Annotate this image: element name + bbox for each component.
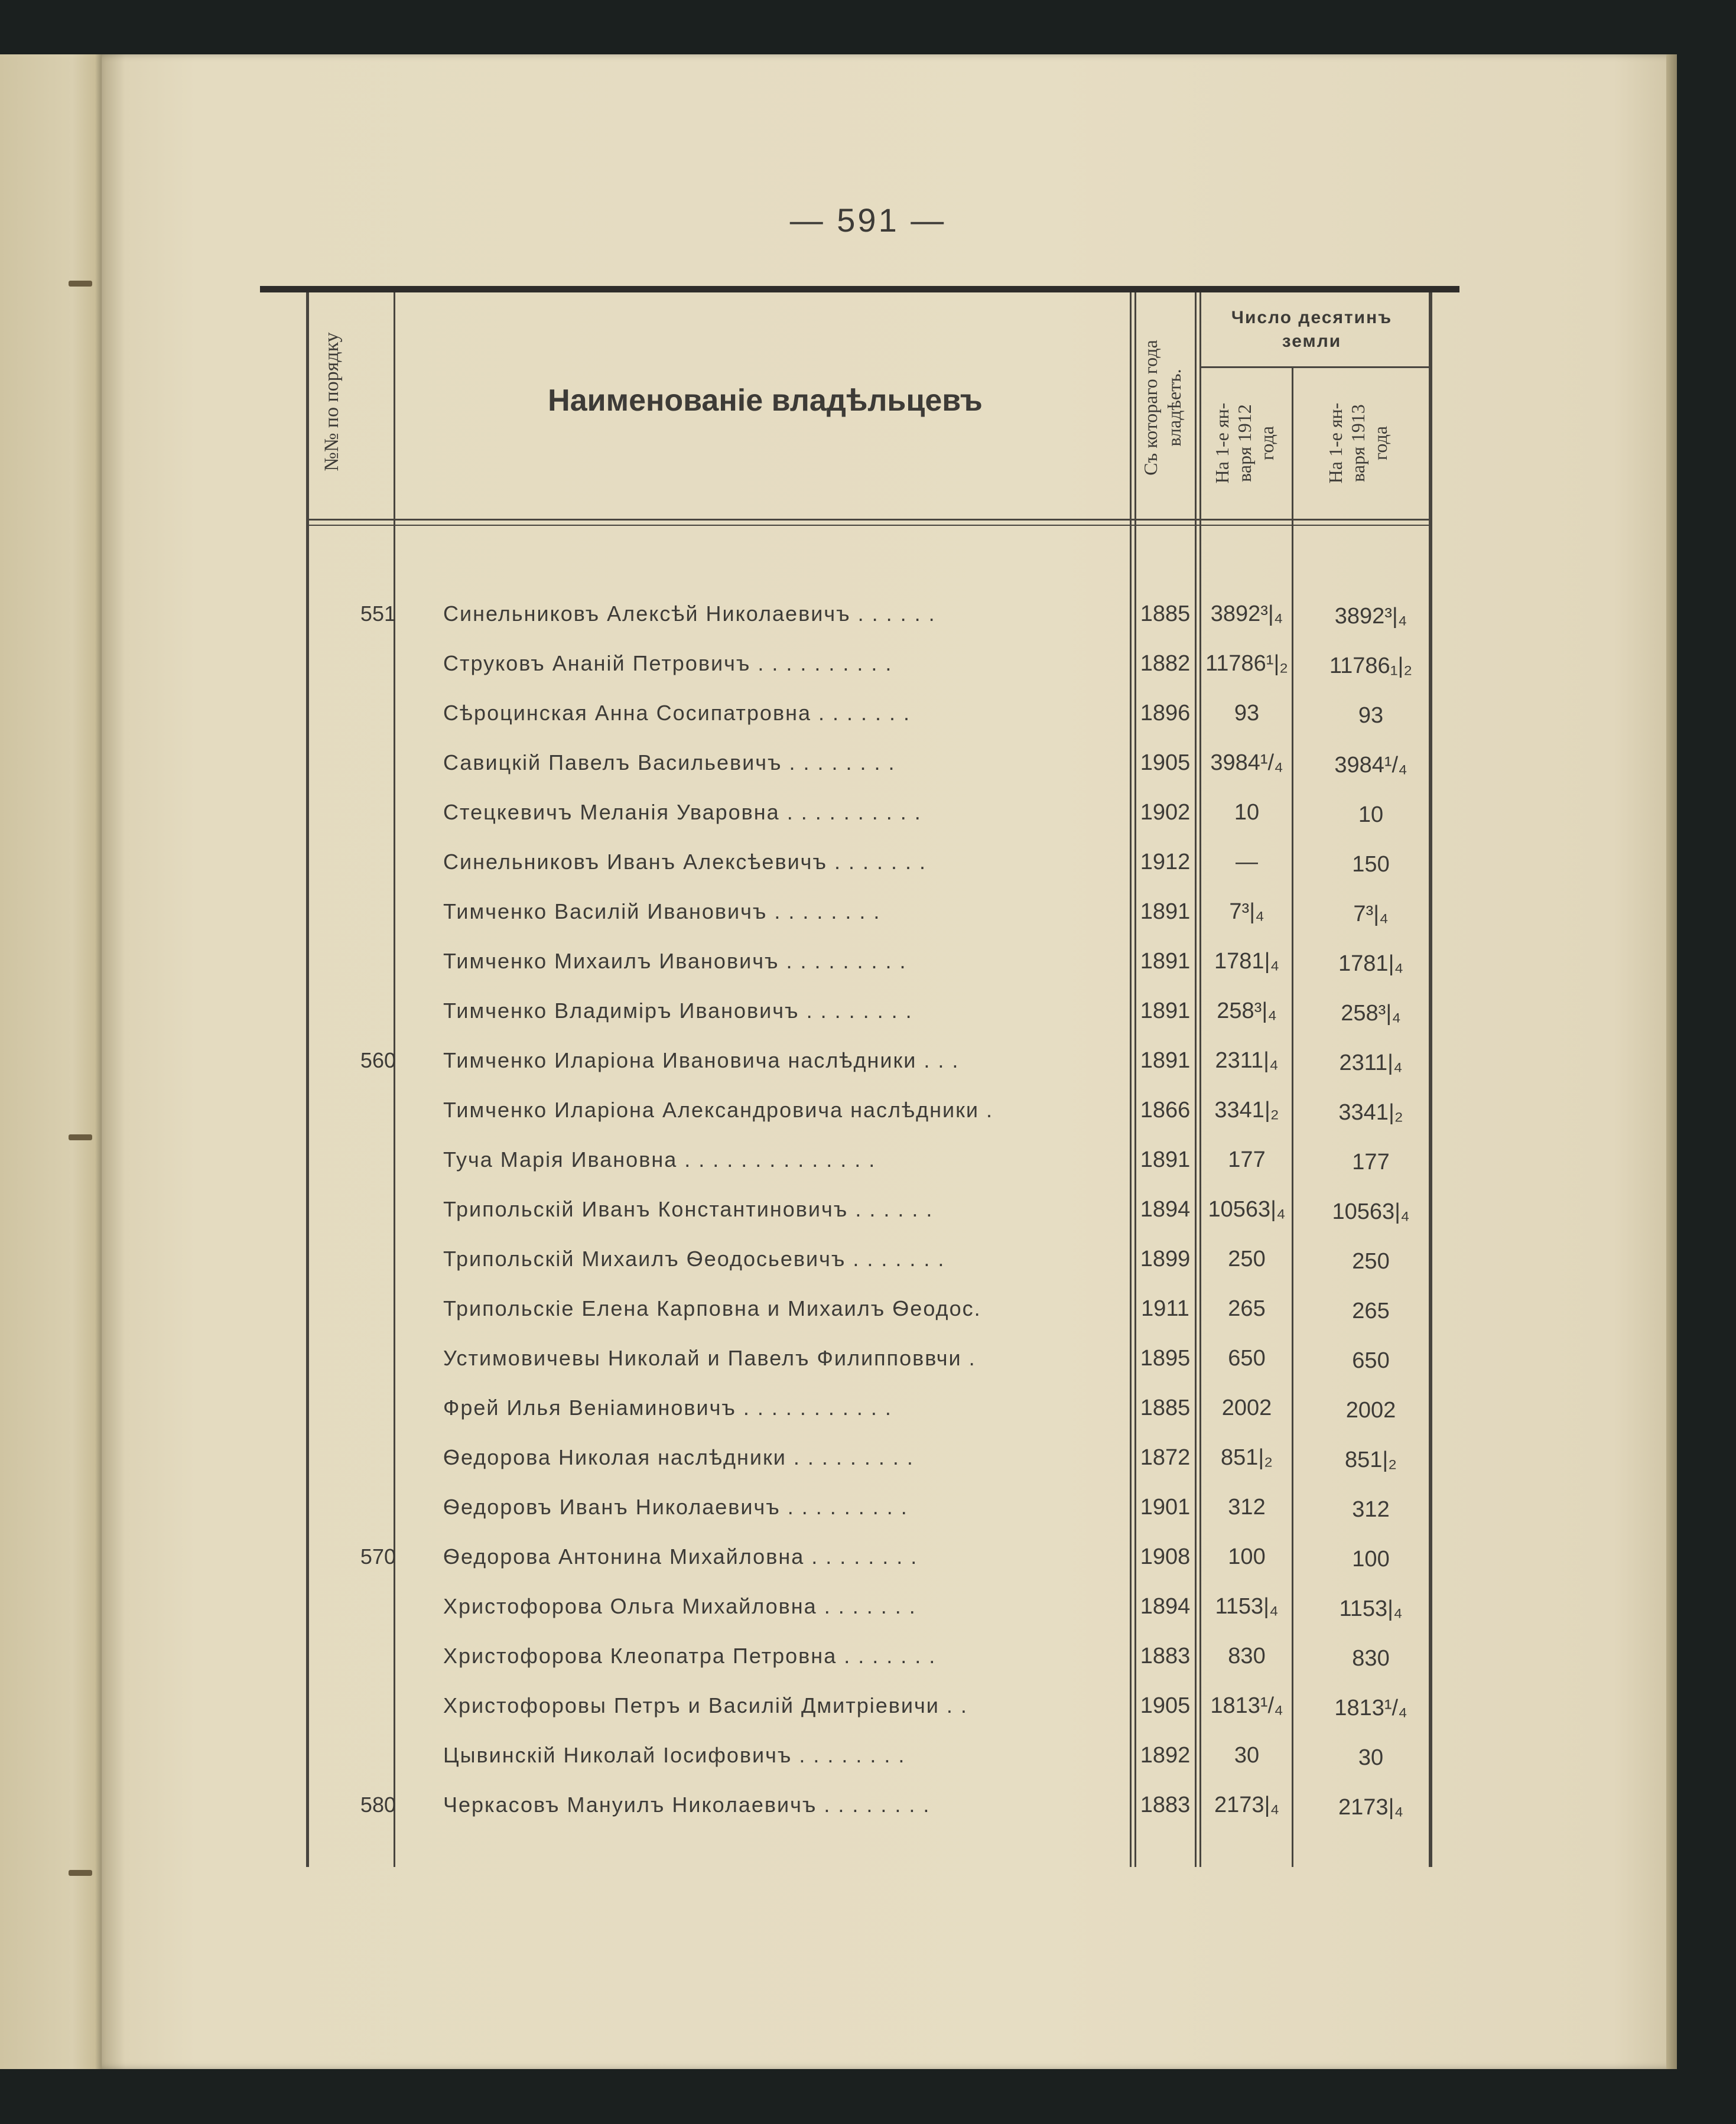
- table-row: [0, 1683, 1736, 1732]
- land-1912: 2173|₄: [1214, 1793, 1279, 1817]
- owned-since-year: 1896: [1140, 701, 1191, 726]
- owner-name: [443, 1147, 1123, 1172]
- owned-since-year: 1891: [1140, 998, 1191, 1023]
- land-1913: 2311|₄: [1339, 1050, 1403, 1075]
- owner-name: [443, 899, 1123, 924]
- table-row: [0, 1385, 1736, 1435]
- leader-dots: .......: [853, 1247, 952, 1271]
- table-row: [0, 1137, 1736, 1186]
- owned-since-year: 1883: [1140, 1793, 1191, 1817]
- land-1913: 177: [1352, 1150, 1390, 1175]
- table-row: [0, 889, 1736, 938]
- owner-name-text: Трипольскій Иванъ Константиновичъ: [443, 1197, 849, 1221]
- leader-dots: .: [986, 1098, 1000, 1122]
- owner-name: [443, 1644, 1123, 1668]
- owner-name-text: Синельниковъ Иванъ Алексѣевичъ: [443, 850, 827, 874]
- leader-dots: ........: [824, 1793, 938, 1817]
- owner-name-text: Сѣроцинская Анна Сосипатровна: [443, 701, 811, 725]
- table-row: [0, 988, 1736, 1037]
- owner-name: [443, 1197, 1123, 1222]
- owner-name: [443, 1346, 1123, 1371]
- owned-since-year: 1885: [1140, 601, 1191, 626]
- owned-since-year: 1899: [1140, 1247, 1191, 1271]
- header-1912-line1: На 1-е ян-: [1211, 402, 1233, 484]
- binding-staple: [69, 281, 92, 287]
- land-1913: 150: [1352, 852, 1390, 877]
- owner-name: [443, 998, 1123, 1023]
- leader-dots: ........: [811, 1544, 925, 1569]
- table-row: [0, 591, 1736, 640]
- page-number: — 591 —: [789, 201, 947, 239]
- land-1913: 3341|₂: [1338, 1100, 1403, 1125]
- land-1912: 851|₂: [1220, 1445, 1273, 1470]
- land-1912: 10563|₄: [1208, 1197, 1286, 1222]
- header-1912-line3: года: [1256, 426, 1277, 460]
- header-land-1912: [1204, 369, 1285, 518]
- land-1912: 312: [1228, 1495, 1266, 1520]
- land-1913: 10563|₄: [1332, 1199, 1410, 1224]
- table-row: [0, 789, 1736, 839]
- owner-name: [443, 949, 1123, 974]
- land-1912: 3341|₂: [1214, 1098, 1279, 1123]
- land-1913: 250: [1352, 1249, 1390, 1274]
- leader-dots: ...: [924, 1048, 967, 1072]
- owner-name: [443, 701, 1123, 726]
- owned-since-year: 1891: [1140, 949, 1191, 974]
- owned-since-year: 1872: [1140, 1445, 1191, 1470]
- land-1912: 265: [1228, 1296, 1266, 1321]
- owned-since-year: 1892: [1140, 1743, 1191, 1768]
- leader-dots: .........: [787, 1495, 915, 1519]
- owner-name-text: Стецкевичъ Меланія Уваровна: [443, 800, 780, 824]
- land-1912: 3984¹/₄: [1210, 750, 1283, 775]
- owned-since-year: 1891: [1140, 1048, 1191, 1073]
- row-number: 570: [360, 1544, 396, 1569]
- land-1913: 30: [1358, 1745, 1384, 1770]
- header-year-column: [1133, 304, 1191, 512]
- land-1913: 265: [1352, 1299, 1390, 1323]
- owner-name: [443, 1247, 1123, 1271]
- row-number: 560: [360, 1048, 396, 1072]
- leader-dots: .........: [793, 1445, 921, 1469]
- owned-since-year: 1866: [1140, 1098, 1191, 1123]
- land-1912: 250: [1228, 1247, 1266, 1271]
- header-number-column: №№ по порядку: [321, 332, 343, 471]
- leader-dots: .........: [786, 949, 914, 973]
- table-row: [0, 1534, 1736, 1583]
- leader-dots: ......: [857, 601, 943, 626]
- owner-name: [443, 1445, 1123, 1470]
- leader-dots: ...........: [743, 1396, 899, 1420]
- land-1913: 3984¹/₄: [1334, 753, 1407, 778]
- land-1913: 2173|₄: [1338, 1795, 1403, 1820]
- header-land-column: Число десятинъ земли: [1231, 308, 1393, 351]
- owner-name-text: Черкасовъ Мануилъ Николаевичъ: [443, 1793, 817, 1817]
- owner-name: [443, 1793, 1123, 1817]
- land-1913: 3892³|₄: [1334, 604, 1407, 629]
- land-1913: 2002: [1345, 1398, 1396, 1423]
- land-1912: 100: [1228, 1544, 1266, 1569]
- owned-since-year: 1905: [1140, 1693, 1191, 1718]
- header-year-line2: владѣетъ.: [1163, 369, 1185, 447]
- land-1912: 2002: [1221, 1396, 1272, 1420]
- table-row: [0, 640, 1736, 690]
- leader-dots: ..........: [786, 800, 929, 824]
- leader-dots: ........: [789, 750, 903, 775]
- owner-name: [443, 1098, 1123, 1123]
- leader-dots: .......: [818, 701, 918, 725]
- header-land-1913: [1318, 369, 1398, 518]
- table-row: [0, 1583, 1736, 1633]
- owner-name: [443, 800, 1123, 825]
- land-1913: 312: [1352, 1497, 1390, 1522]
- table-row: [0, 1435, 1736, 1484]
- land-1913: 830: [1352, 1646, 1390, 1671]
- owner-name: [443, 750, 1123, 775]
- owned-since-year: 1883: [1140, 1644, 1191, 1668]
- leader-dots: ..: [946, 1693, 975, 1718]
- table-row: [0, 1484, 1736, 1534]
- land-1913: 258³|₄: [1341, 1001, 1401, 1026]
- header-1913-line3: года: [1370, 426, 1391, 460]
- owned-since-year: 1885: [1140, 1396, 1191, 1420]
- land-1912: 258³|₄: [1217, 998, 1277, 1023]
- owner-name-text: Цывинскій Николай Іосифовичъ: [443, 1743, 792, 1767]
- table-row: [0, 1186, 1736, 1236]
- land-1913: 1781|₄: [1338, 951, 1403, 976]
- owned-since-year: 1891: [1140, 899, 1191, 924]
- header-1913-line1: На 1-е ян-: [1325, 402, 1346, 484]
- owned-since-year: 1895: [1140, 1346, 1191, 1371]
- land-1912: 1153|₄: [1215, 1594, 1279, 1619]
- owner-name: [443, 651, 1123, 676]
- land-1912: 93: [1234, 701, 1260, 726]
- table-row: [0, 690, 1736, 740]
- table-row: [0, 1782, 1736, 1832]
- table-row: [0, 740, 1736, 789]
- row-number: 551: [360, 601, 396, 626]
- owned-since-year: 1894: [1140, 1594, 1191, 1619]
- land-1912: 11786¹|₂: [1205, 651, 1289, 676]
- owner-name: [443, 850, 1123, 874]
- owner-name: [443, 1594, 1123, 1619]
- owned-since-year: 1905: [1140, 750, 1191, 775]
- owner-name: [443, 1693, 1123, 1718]
- table-row: [0, 1236, 1736, 1286]
- owner-name-text: Устимовичевы Николай и Павелъ Филипповвчи: [443, 1346, 962, 1370]
- leader-dots: ........: [806, 998, 920, 1023]
- owner-name-text: Фрей Илья Веніаминовичъ: [443, 1396, 736, 1420]
- table-row: [0, 1732, 1736, 1782]
- owner-name-text: Ѳедорова Антонина Михайловна: [443, 1544, 805, 1569]
- land-header-rule: [1199, 366, 1430, 368]
- row-number: 580: [360, 1793, 396, 1817]
- owner-name: [443, 1743, 1123, 1768]
- leader-dots: .......: [834, 850, 934, 874]
- owner-name-text: Ѳедорова Николая наслѣдники: [443, 1445, 786, 1469]
- table-row: [0, 839, 1736, 889]
- owned-since-year: 1901: [1140, 1495, 1191, 1520]
- owner-name-text: Тимченко Владиміръ Ивановичъ: [443, 998, 799, 1023]
- owner-name-text: Тимченко Иларіона Ивановича наслѣдники: [443, 1048, 917, 1072]
- owner-name-text: Трипольскій Михаилъ Ѳеодосьевичъ: [443, 1247, 846, 1271]
- owner-name-text: Туча Марія Ивановна: [443, 1147, 678, 1172]
- leader-dots: ..............: [684, 1147, 883, 1172]
- land-1913: 650: [1352, 1348, 1390, 1373]
- table-row: [0, 1087, 1736, 1137]
- owned-since-year: 1894: [1140, 1197, 1191, 1222]
- owner-name-text: Христофорова Клеопатра Петровна: [443, 1644, 837, 1668]
- leader-dots: ........: [774, 899, 888, 923]
- owner-name-text: Ѳедоровъ Иванъ Николаевичъ: [443, 1495, 781, 1519]
- land-1913: 11786₁|₂: [1329, 653, 1413, 678]
- land-1912: 3892³|₄: [1210, 601, 1283, 626]
- owned-since-year: 1912: [1140, 850, 1191, 874]
- owner-name: [443, 1495, 1123, 1520]
- land-1912: 830: [1228, 1644, 1266, 1668]
- owner-name-text: Тимченко Василій Ивановичъ: [443, 899, 768, 923]
- leader-dots: ......: [855, 1197, 941, 1221]
- header-bottom-rule-double: [307, 525, 1430, 526]
- owner-name-text: Тимченко Иларіона Александровича наслѣдники: [443, 1098, 979, 1122]
- owner-name-text: Христофорова Ольга Михайловна: [443, 1594, 817, 1618]
- leader-dots: ........: [799, 1743, 913, 1767]
- owner-name-text: Тимченко Михаилъ Ивановичъ: [443, 949, 779, 973]
- owner-name-text: Савицкій Павелъ Васильевичъ: [443, 750, 782, 775]
- owner-name-text: Синельниковъ Алексѣй Николаевичъ: [443, 601, 851, 626]
- land-1912: 650: [1228, 1346, 1266, 1371]
- land-1912: 177: [1228, 1147, 1266, 1172]
- owner-name: [443, 1396, 1123, 1420]
- leader-dots: .......: [844, 1644, 944, 1668]
- table-row: [0, 938, 1736, 988]
- header-1912-line2: варя 1912: [1234, 404, 1255, 482]
- owner-name: [443, 1048, 1123, 1073]
- owner-name: [443, 1296, 1123, 1321]
- owner-name-text: Трипольскіе Елена Карповна и Михаилъ Ѳеодос.: [443, 1296, 981, 1320]
- owned-since-year: 1882: [1140, 651, 1191, 676]
- owner-name: [443, 601, 1123, 626]
- header-year-line1: Съ котораго года: [1140, 340, 1161, 476]
- land-1913: 10: [1358, 802, 1384, 827]
- land-1912: 10: [1234, 800, 1260, 825]
- binding-staple: [69, 1870, 92, 1876]
- owned-since-year: 1911: [1141, 1296, 1189, 1321]
- table-row: [0, 1335, 1736, 1385]
- table-top-rule: [260, 286, 1459, 292]
- land-1912: 1813¹/₄: [1210, 1693, 1283, 1718]
- owner-name: [443, 1544, 1123, 1569]
- land-1913: 93: [1358, 703, 1384, 728]
- land-1913: 1813¹/₄: [1334, 1696, 1407, 1720]
- header-bottom-rule: [307, 519, 1430, 521]
- leader-dots: .: [968, 1346, 983, 1370]
- owner-name-text: Христофоровы Петръ и Василій Дмитріевичи: [443, 1693, 939, 1718]
- land-1912: 30: [1234, 1743, 1260, 1768]
- leader-dots: ..........: [758, 651, 900, 675]
- owner-name-text: Струковъ Ананій Петровичъ: [443, 651, 751, 675]
- land-1913: 1153|₄: [1339, 1596, 1403, 1621]
- leader-dots: .......: [824, 1594, 924, 1618]
- table-row: [0, 1037, 1736, 1087]
- owned-since-year: 1908: [1140, 1544, 1191, 1569]
- header-name-column: Наименованіе владѣльцевъ: [548, 383, 983, 418]
- table-row: [0, 1286, 1736, 1335]
- land-1913: 100: [1352, 1547, 1390, 1572]
- owned-since-year: 1891: [1140, 1147, 1191, 1172]
- land-1913: 7³|₄: [1353, 902, 1389, 926]
- land-1912: —: [1236, 850, 1258, 874]
- land-1912: 7³|₄: [1229, 899, 1264, 924]
- header-1913-line2: варя 1913: [1347, 404, 1368, 482]
- land-1912: 2311|₄: [1215, 1048, 1279, 1073]
- table-row: [0, 1633, 1736, 1683]
- land-1913: 851|₂: [1344, 1448, 1397, 1472]
- owned-since-year: 1902: [1140, 800, 1191, 825]
- land-1912: 1781|₄: [1214, 949, 1279, 974]
